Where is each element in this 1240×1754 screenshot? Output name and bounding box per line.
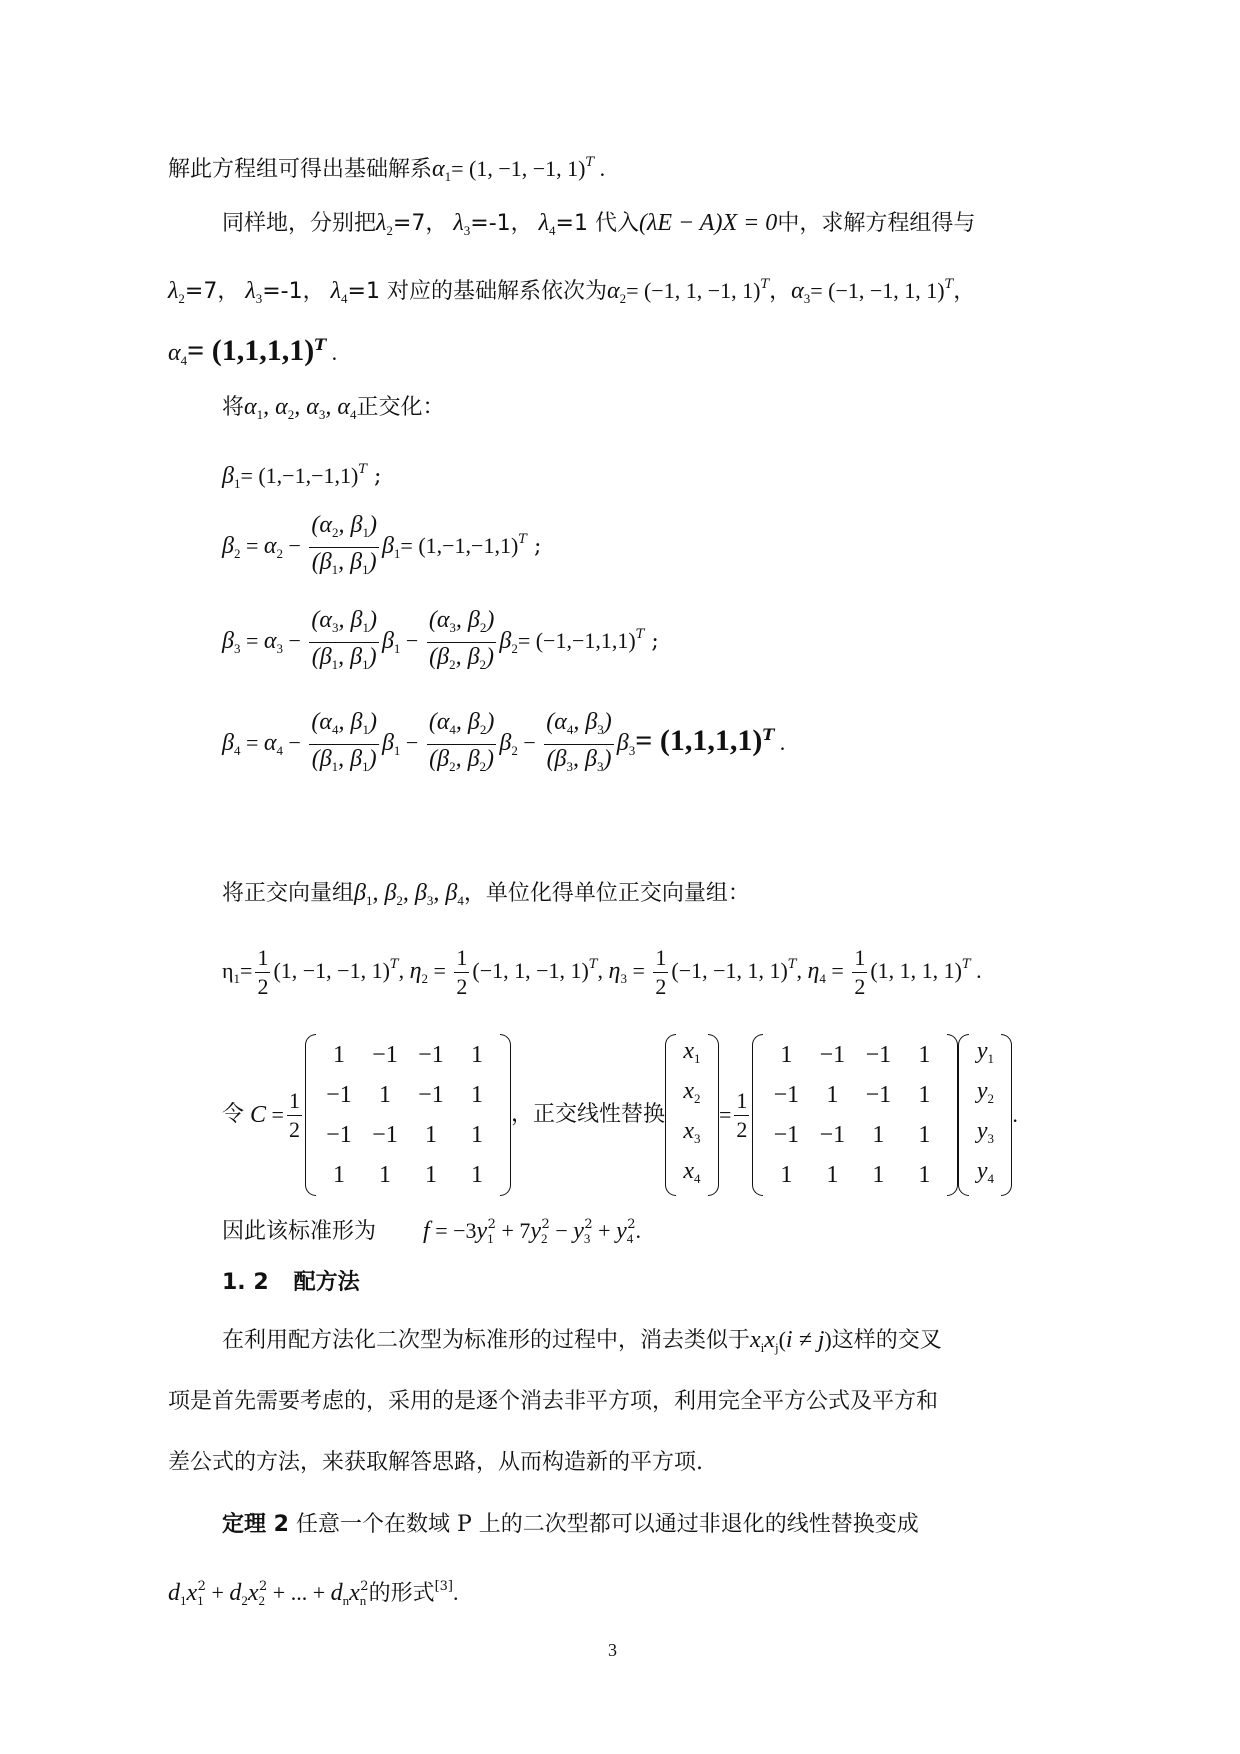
line-similarly: 同样地，分别把$\lambda_2=7$， $\lambda_3=-1$， $\lambda_4=1$ 代入(λE − A)X = 0中，求解方程组得与 <box>222 210 976 238</box>
vector-y: $y_1$ $y_2$ $y_3$ $y_4$ <box>958 1034 1012 1196</box>
para-line-3 <box>168 1448 703 1478</box>
math-eq: (λE − A)X = 0 <box>638 210 778 236</box>
para-line-2 <box>168 1387 938 1417</box>
text: 差公式的方法，来获取解答思路，从而构造新的平方项. <box>168 1450 703 1475</box>
section-heading <box>222 1268 360 1298</box>
eq-matrix-c-and-substitution: 令 C = $\frac{1}{2}$ 1 −1 −1 1 −1 1 −1 1 −1 −1 1 1 1 1 1 1 ，正交线性替换 $x_1$ $x_2$ $x_3$ $x_4$ = $\frac{1}{2}$ 1 −1 −1 1 −1 1 −1 1 −1 −1 1 1 1 1 1 1 $y_1$ $y_2$ $y_3$ $y_4$ . <box>222 1030 1018 1200</box>
eq-unit-vectors: $\eta_1=$ $\frac{1}{2}$ (1, −1, −1, 1)$^T$, $\eta_2$ = $\frac{1}{2}$ (−1, 1, −1, 1)$^T$, $\eta_3$ = $\frac{1}{2}$ (−1, −1, 1, 1)$^T$, $\eta_4$ = $\frac{1}{2}$ (1, 1, 1, 1)$^T$ . <box>222 944 982 999</box>
math-vector: = (1, −1, −1, 1) <box>451 156 586 181</box>
text: 这样的交叉 <box>831 1328 942 1353</box>
section-number: 1. 2 <box>222 1270 269 1295</box>
eq-beta1: $\beta_1= (1,-1,-1,1)^T$ ; <box>222 462 382 491</box>
line-normalize: 将正交向量组$\beta_1$, $\beta_2$, $\beta_3$, $\beta_4$，单位化得单位正交向量组： <box>222 880 750 908</box>
text: =7， <box>184 279 240 304</box>
text: =-1， <box>262 279 325 304</box>
text: 在利用配方法化二次型为标准形的过程中，消去类似于 <box>222 1328 751 1353</box>
math-vector: (−1, −1, 1, 1) <box>671 958 788 983</box>
text: 同样地，分别把 <box>222 211 377 236</box>
citation[interactable]: [3] <box>434 1579 453 1594</box>
text: 项是首先需要考虑的，采用的是逐个消去非平方项，利用完全平方公式及平方和 <box>168 1389 939 1414</box>
text: 将 <box>222 395 245 420</box>
text: =1 代入 <box>555 211 639 236</box>
math-vector: (1, −1, −1, 1) <box>273 958 390 983</box>
eq-beta4: $\beta_4 = \alpha_4$ − $\frac{(\alpha_4, \beta_1)}{(\beta_1, \beta_1)}$ $\beta_1$ − $\frac{(\alpha_4, \beta_2)}{(\beta_2, \beta_2)}$ $\beta_2$ − $\frac{(\alpha_4, \beta_3)}{(\beta_3, \beta_3)}$ $\beta_3= (1,1,1,1)^T$ . <box>222 708 786 774</box>
text: ，正交线性替换 <box>510 1102 665 1127</box>
matrix-c-copy: 1 −1 −1 1 −1 1 −1 1 −1 −1 1 1 1 1 1 1 <box>752 1034 958 1196</box>
math-vector: = (1,1,1,1) <box>187 334 315 367</box>
matrix-c: 1 −1 −1 1 −1 1 −1 1 −1 −1 1 1 1 1 1 1 <box>305 1034 511 1196</box>
theorem-2 <box>222 1510 919 1540</box>
text: 中，求解方程组得与 <box>777 211 976 236</box>
text: ，单位化得单位正交向量组： <box>463 881 750 906</box>
line-standard-form: 因此该标准形为 $f = -3y_1^2 + 7y_2^2 - y_3^2 + y_4^2$. <box>222 1217 642 1246</box>
section-title: 配方法 <box>293 1270 360 1295</box>
para-line-1: 在利用配方法化二次型为标准形的过程中，消去类似于$x_ix_j(i \ne j)$这样的交叉 <box>222 1327 942 1355</box>
eq-beta3: $\beta_3 = \alpha_3$ − $\frac{(\alpha_3, \beta_1)}{(\beta_1, \beta_1)}$ $\beta_1$ − $\frac{(\alpha_3, \beta_2)}{(\beta_2, \beta_2)}$ $\beta_2= (-1,-1,1,1)^T$ ; <box>222 606 659 672</box>
math-vector: = (−1, −1, 1, 1) <box>810 278 945 303</box>
vector-x: $x_1$ $x_2$ $x_3$ $x_4$ <box>665 1034 719 1196</box>
math-vector: (−1, 1, −1, 1) <box>472 958 589 983</box>
theorem-2-form: $d_1x_1^2 + d_2x_2^2$ + ... + $d_nx_n^2$的形式[3]. <box>168 1579 459 1608</box>
math-vector: = (−1, 1, −1, 1) <box>626 278 761 303</box>
text: 的形式 <box>368 1581 435 1606</box>
text: 因此该标准形为 <box>222 1219 377 1244</box>
theorem-text: 任意一个在数域 P 上的二次型都可以通过非退化的线性替换变成 <box>295 1512 919 1537</box>
line-alpha4: $\alpha_4= (1,1,1,1)^T$ . <box>168 334 338 368</box>
text: =-1， <box>470 211 533 236</box>
math-vector: = (−1,−1,1,1) <box>517 628 636 653</box>
math-vector: = (1,1,1,1) <box>635 724 763 757</box>
text: 正交化： <box>356 395 445 420</box>
line-orthogonalize: 将$\alpha_1$, $\alpha_2$, $\alpha_3$, $\alpha_4$正交化： <box>222 394 445 422</box>
text: 将正交向量组 <box>222 881 355 906</box>
text: 令 <box>222 1102 245 1127</box>
text: 解此方程组可得出基础解系 <box>168 157 433 182</box>
text: =7， <box>392 211 448 236</box>
page-number: 3 <box>608 1640 617 1660</box>
theorem-label: 定理 2 <box>222 1512 289 1537</box>
math-vector: = (1,−1,−1,1) <box>240 463 359 488</box>
math-vector: (1, 1, 1, 1) <box>870 958 962 983</box>
line-basic-solution-alpha1: 解此方程组可得出基础解系$\alpha_1= (1$, −1, −1, 1)$^T$ . <box>168 155 606 184</box>
eq-beta2: $\beta_2 = \alpha_2$ − $\frac{(\alpha_2, \beta_1)}{(\beta_1, \beta_1)}$ $\beta_1= (1,-1,-1,1)^T$ ; <box>222 511 542 577</box>
math-alpha1: $\alpha_1$ <box>432 156 452 184</box>
line-corresponding-solutions: $\lambda_2=7$， $\lambda_3=-1$， $\lambda_4=1$ 对应的基础解系依次为$\alpha_2= (-1$, 1, −1, 1)$^T$，$\alpha_3= (-1$, −1, 1, 1)$^T$， <box>168 277 976 306</box>
text: =1 对应的基础解系依次为 <box>347 279 607 304</box>
math-vector: = (1,−1,−1,1) <box>400 533 519 558</box>
